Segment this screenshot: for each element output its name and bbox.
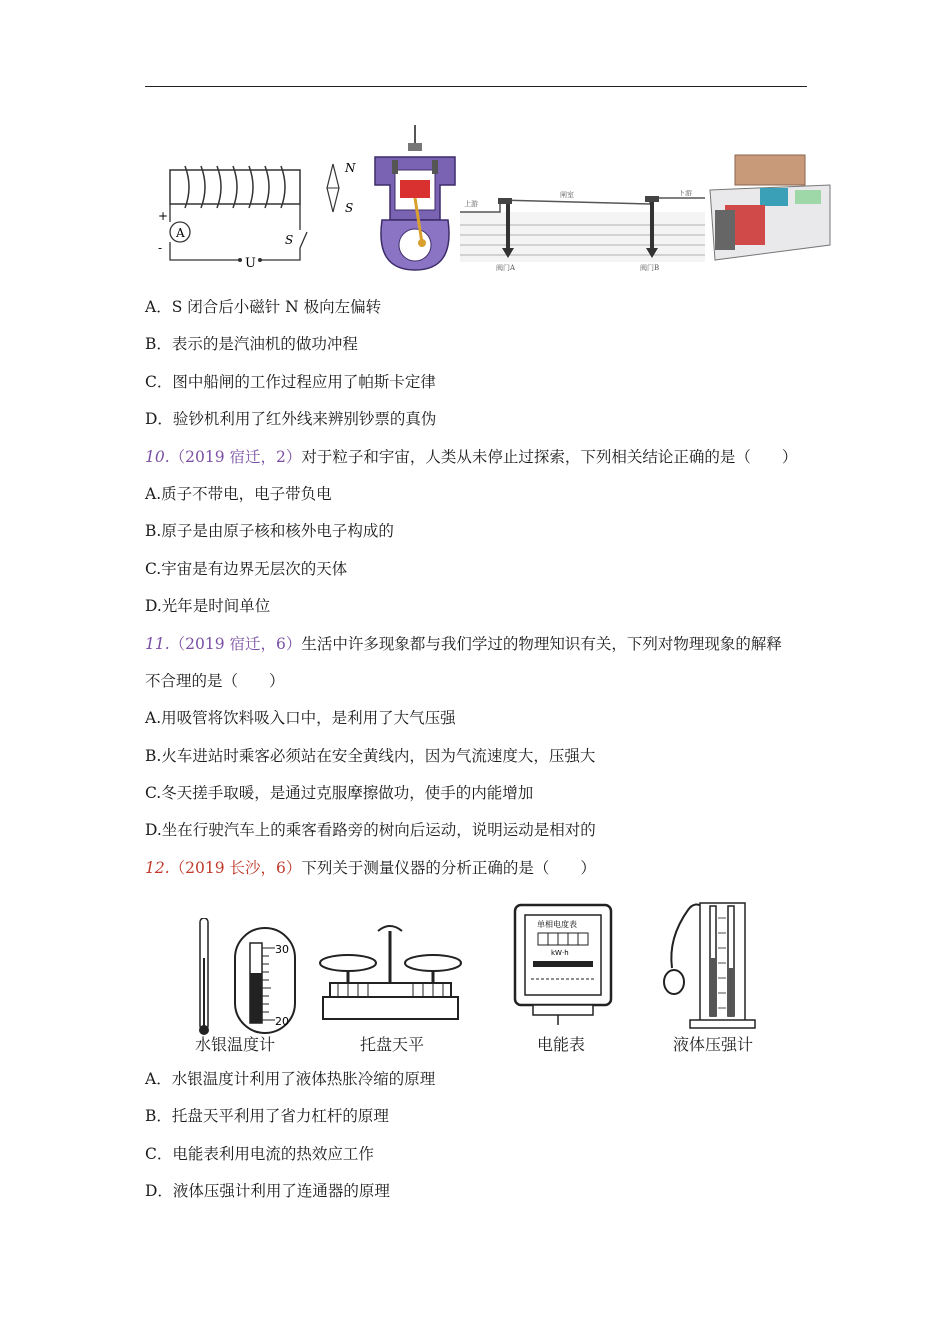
source-label: U [245,256,256,271]
thermo-tick-30: 30 [275,943,289,956]
north-label: N [345,161,356,175]
q11-stem-2: 不合理的是（ ） [145,672,285,690]
downstream-label: 下游 [678,190,692,197]
q10-option-b: B.原子是由原子核和核外电子构成的 [145,522,394,540]
thermometer-figure [195,918,305,1038]
solenoid-circuit-figure [155,160,365,275]
q12-option-a: A．水银温度计利用了液体热胀冷缩的原理 [145,1070,436,1088]
meter-unit: kW·h [551,949,569,957]
q12-figure-row [190,898,790,1058]
q10-stem: 对于粒子和宇宙，人类从未停止过探索，下列相关结论正确的是（ ） [301,448,798,466]
q10-option-c: C.宇宙是有边界无层次的天体 [145,560,348,578]
q11-stem-line [145,634,782,654]
gate-label: 闸室 [560,191,574,199]
switch-label: S [285,233,294,247]
q10-option-a: A.质子不带电，电子带负电 [145,485,332,503]
header-rule [145,86,807,87]
q9-option-a: A．S 闭合后小磁针 N 极向左偏转 [145,298,382,316]
south-label: S [345,201,354,215]
caption-thermometer: 水银温度计 [195,1035,276,1054]
q12-stem: 下列关于测量仪器的分析正确的是（ ） [301,859,596,877]
pressure-gauge-figure [660,898,760,1033]
upstream-label: 上游 [464,200,478,208]
q10-stem-line [145,447,797,467]
balance-figure [318,923,463,1033]
ship-lock-figure [460,190,705,275]
q12-stem-line [145,858,596,878]
ammeter-label: A [176,226,185,240]
q11-stem-1: 生活中许多现象都与我们学过的物理知识有关，下列对物理现象的解释 [301,635,782,653]
caption-balance: 托盘天平 [360,1035,425,1054]
engine-stroke-figure [370,125,460,275]
minus-label: - [158,241,163,255]
q9-option-d: D．验钞机利用了红外线来辨别钞票的真伪 [145,410,437,428]
q9-option-b: B．表示的是汽油机的做功冲程 [145,335,358,353]
q12-number: 12. [145,859,170,877]
meter-title: 单相电度表 [537,920,577,929]
q12-source: （2019 长沙，6） [169,859,302,877]
thermo-tick-20: 20 [275,1015,289,1028]
q12-option-b: B．托盘天平利用了省力杠杆的原理 [145,1107,389,1125]
caption-pressure-gauge: 液体压强计 [673,1035,754,1054]
q11-number: 11. [145,635,170,653]
q10-option-d: D.光年是时间单位 [145,597,271,615]
q12-option-c: C．电能表利用电流的热效应工作 [145,1145,374,1163]
q12-option-d: D．液体压强计利用了连通器的原理 [145,1182,390,1200]
q11-option-a: A.用吸管将饮料吸入口中，是利用了大气压强 [145,709,456,727]
valve-b-label: 阀门B [640,264,660,272]
money-counter-figure [705,150,835,265]
electric-meter-figure [513,903,613,1028]
q9-option-c: C．图中船闸的工作过程应用了帕斯卡定律 [145,373,436,391]
q11-option-d: D.坐在行驶汽车上的乘客看路旁的树向后运动，说明运动是相对的 [145,821,596,839]
q11-option-b: B.火车进站时乘客必须站在安全黄线内，因为气流速度大，压强大 [145,747,596,765]
q11-source: （2019 宿迁，6） [169,635,302,653]
q9-figure-row [155,125,835,275]
q10-source: （2019 宿迁，2） [169,448,302,466]
valve-a-label: 阀门A [496,264,516,272]
q11-option-c: C.冬天搓手取暖，是通过克服摩擦做功，使手的内能增加 [145,784,534,802]
plus-label: + [158,209,169,223]
caption-electric-meter: 电能表 [537,1035,586,1054]
q10-number: 10. [145,448,170,466]
